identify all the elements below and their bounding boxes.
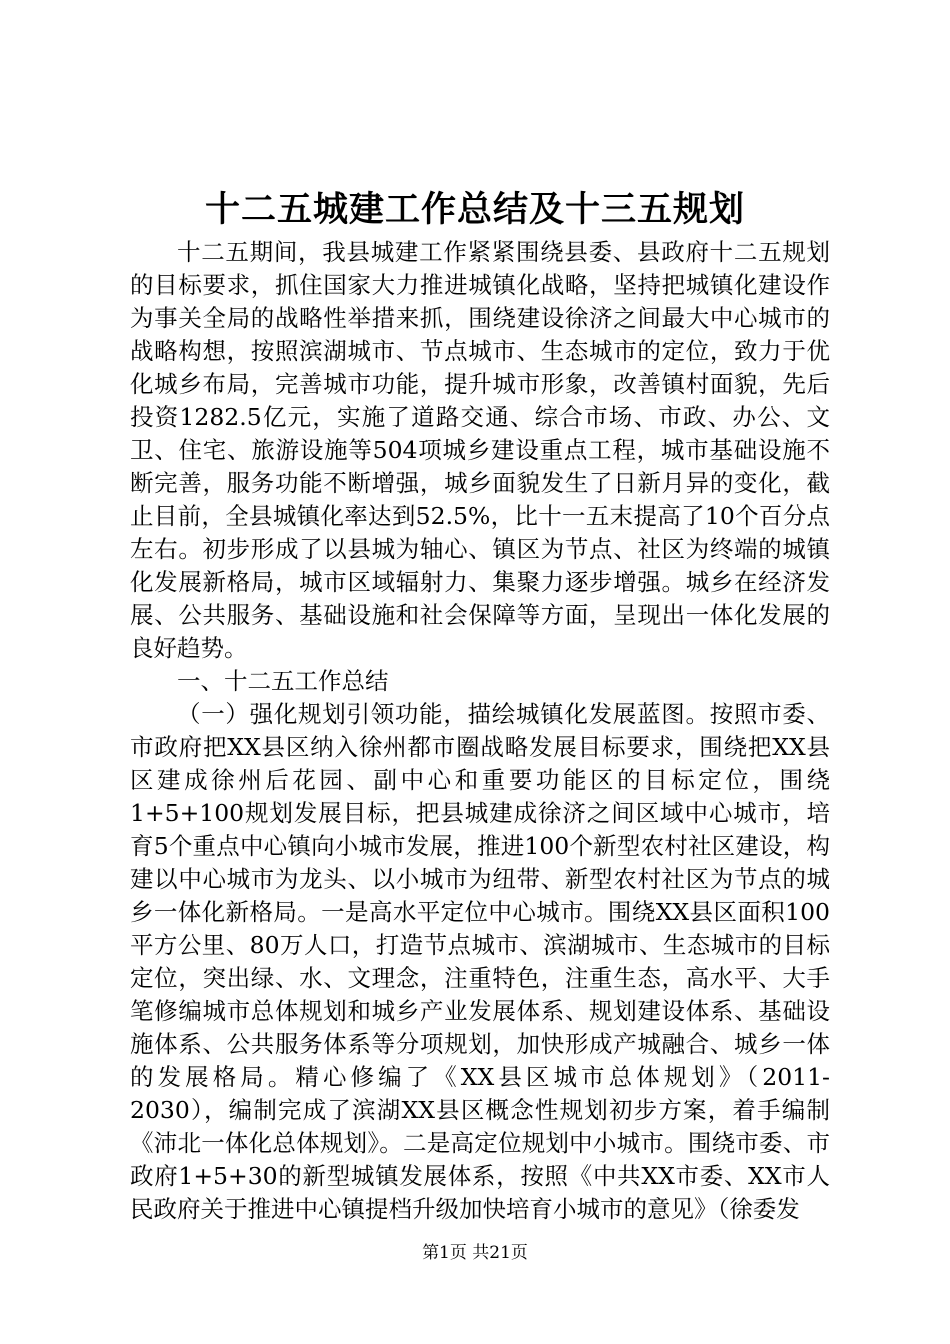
section-paragraph: （一）强化规划引领功能，描绘城镇化发展蓝图。按照市委、市政府把XX县区纳入徐州都市圈战略发展目标要求，围绕把XX县区建成徐州后花园、副中心和重要功能区的目标定位，围绕1+5+100规划发展目标，把县城建成徐济之间区域中心城市，培育5个重点中心镇向小城市发展，推进100个新型农村社区建设，构建以中心城市为龙头、以小城市为纽带、新型农村社区为节点的城乡一体化新格局。一是高水平定位中心城市。围绕XX县区面积100平方公里、80万人口，打造节点城市、滨湖城市、生态城市的目标定位，突出绿、水、文理念，注重特色，注重生态，高水平、大手笔修编城市总体规划和城乡产业发展体系、规划建设体系、基础设施体系、公共服务体系等分项规划，加快形成产城融合、城乡一体的发展格局。精心修编了《XX县区城市总体规划》（2011-2030），编制完成了滨湖XX县区概念性规划初步方案，着手编制《沛北一体化总体规划》。二是高定位规划中小城市。围绕市委、市政府1+5+30的新型城镇发展体系，按照《中共XX市委、XX市人民政府关于推进中心镇提档升级加快培育小城市的意见》（徐委发 <box>130 700 830 1223</box>
intro-paragraph: 十二五期间，我县城建工作紧紧围绕县委、县政府十二五规划的目标要求，抓住国家大力推进城镇化战略，坚持把城镇化建设作为事关全局的战略性举措来抓，围绕建设徐济之间最大中心城市的战略构想，按照滨湖城市、节点城市、生态城市的定位，致力于优化城乡布局，完善城市功能，提升城市形象，改善镇村面貌，先后投资1282.5亿元，实施了道路交通、综合市场、市政、办公、文卫、住宅、旅游设施等504项城乡建设重点工程，城市基础设施不断完善，服务功能不断增强，城乡面貌发生了日新月异的变化，截止目前，全县城镇化率达到52.5%，比十一五末提高了10个百分点左右。初步形成了以县城为轴心、镇区为节点、社区为终端的城镇化发展新格局，城市区域辐射力、集聚力逐步增强。城乡在经济发展、公共服务、基础设施和社会保障等方面，呈现出一体化发展的良好趋势。 <box>130 238 830 662</box>
document-body <box>130 236 830 1226</box>
document-title: 十二五城建工作总结及十三五规划 <box>204 189 745 230</box>
page-footer: 第1页 共21页 <box>422 1243 528 1263</box>
section-heading: 一、十二五工作总结 <box>177 667 389 695</box>
